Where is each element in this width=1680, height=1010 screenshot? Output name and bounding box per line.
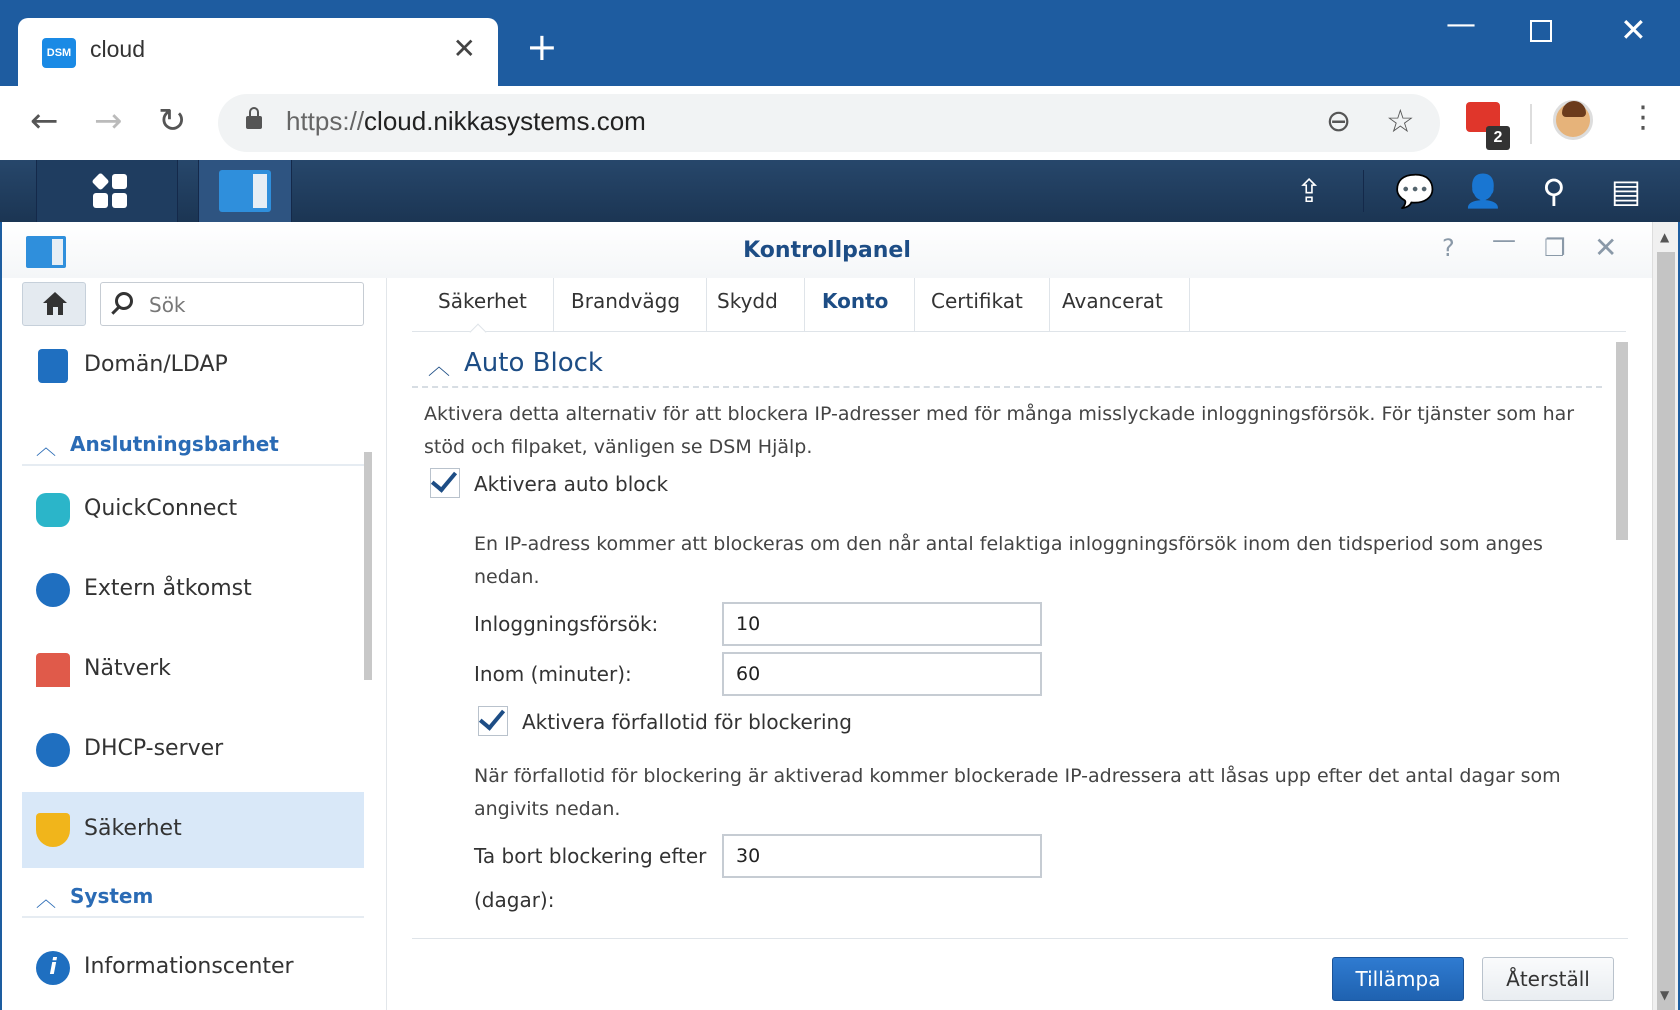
quickconnect-cloud-icon (36, 493, 70, 527)
tab-close-icon[interactable]: ✕ (452, 32, 476, 65)
tab-account[interactable]: Konto (796, 278, 915, 332)
search-icon (115, 292, 133, 310)
sidebar-item-info-center[interactable] (22, 930, 364, 1006)
back-arrow-icon[interactable]: ← (30, 101, 59, 141)
tab-title: cloud (90, 36, 145, 62)
kebab-menu-icon[interactable]: ⋮ (1628, 100, 1658, 135)
sidebar-item-label: Informationscenter (84, 954, 294, 979)
forward-arrow-icon[interactable]: → (94, 101, 123, 141)
remove-after-label: Ta bort blockering efter (474, 844, 707, 868)
enable-autoblock-label: Aktivera auto block (474, 472, 669, 496)
enable-expiry-checkbox[interactable] (478, 706, 508, 736)
restore-icon[interactable]: ❐ (1544, 234, 1566, 262)
home-icon (43, 292, 67, 316)
sidebar-item-security[interactable] (22, 792, 364, 868)
browser-tab[interactable] (18, 18, 498, 86)
section-system-label: System (70, 884, 154, 908)
enable-autoblock-checkbox[interactable] (430, 468, 460, 498)
sidebar-search[interactable] (100, 282, 364, 326)
lock-icon (246, 112, 262, 130)
sidebar-item-quickconnect[interactable] (22, 472, 364, 548)
window-header (2, 222, 1652, 278)
sidebar-item-label: QuickConnect (84, 496, 238, 521)
chevron-up-icon: ︿ (36, 887, 56, 911)
checkmark-icon (479, 703, 505, 730)
taskbar-divider (1363, 170, 1364, 212)
url-host: cloud.nikkasystems.com (364, 106, 646, 136)
shield-icon (36, 813, 70, 847)
auto-block-header[interactable] (412, 340, 1602, 388)
url-scheme: https:// (286, 106, 365, 136)
chevron-up-icon: ︿ (428, 355, 451, 380)
sidebar-item-domain-ldap[interactable] (22, 328, 364, 404)
help-icon[interactable]: ? (1442, 234, 1455, 262)
sidebar-item-external-access[interactable] (22, 552, 364, 628)
widgets-icon[interactable]: ▤ (1610, 172, 1642, 210)
close-icon[interactable]: ✕ (1594, 231, 1618, 264)
tab-advanced[interactable]: Avancerat (1036, 278, 1190, 332)
toolbar-divider (1530, 104, 1532, 144)
reset-button[interactable]: Återställ (1482, 957, 1614, 1001)
minimize-icon[interactable]: — (1492, 226, 1516, 254)
window-title: Kontrollpanel (743, 238, 911, 263)
within-minutes-label: Inom (minuter): (474, 662, 632, 686)
new-tab-button[interactable]: + (526, 25, 558, 69)
url-text[interactable] (286, 106, 646, 137)
expiry-description: När förfallotid för blockering är aktiverad kommer blockerade IP-adressera att låsas upp efter det antal dagar som angivits nedan. (474, 765, 1561, 820)
zoom-icon[interactable]: ⊖ (1326, 104, 1352, 139)
home-button[interactable] (22, 282, 86, 326)
auto-block-panel (412, 340, 1616, 940)
tab-protection[interactable]: Skydd (691, 278, 805, 332)
browser-toolbar (0, 86, 1680, 160)
browser-titlebar (0, 0, 1680, 86)
domain-ldap-icon (38, 349, 68, 383)
page-scrollbar[interactable] (1652, 222, 1678, 1010)
sidebar-item-label: Säkerhet (84, 816, 182, 841)
block-description: En IP-adress kommer att blockeras om den når antal felaktiga inloggningsförsök inom den tidsperiod som anges nedan. (474, 533, 1543, 588)
sidebar-item-label: Extern åtkomst (84, 576, 252, 601)
remove-after-unit-label: (dagar): (474, 888, 555, 912)
sidebar-item-dhcp[interactable] (22, 712, 364, 788)
upload-icon[interactable]: ⇪ (1295, 172, 1323, 210)
reload-icon[interactable]: ↻ (158, 101, 187, 141)
control-panel-task-button[interactable] (198, 160, 292, 222)
tab-firewall[interactable]: Brandvägg (545, 278, 707, 332)
within-minutes-input[interactable] (722, 652, 1042, 696)
enable-expiry-label: Aktivera förfallotid för blockering (522, 710, 852, 734)
address-bar[interactable] (218, 94, 1440, 152)
tab-security[interactable]: Säkerhet (412, 278, 554, 332)
info-icon: i (36, 951, 70, 985)
network-house-icon (36, 653, 70, 687)
dhcp-icon (36, 733, 70, 767)
auto-block-description: Aktivera detta alternativ för att blockera IP-adresser med för många misslyckade inloggningsförsök. För tjänster som har stöd och filpaket, vänligen se DSM Hjälp. (424, 403, 1575, 458)
tab-certificate[interactable]: Certifikat (905, 278, 1050, 332)
sidebar-item-label: Nätverk (84, 656, 171, 681)
sidebar-item-label: DHCP-server (84, 736, 224, 761)
chevron-up-icon: ︿ (36, 435, 56, 459)
sidebar-item-network[interactable] (22, 632, 364, 708)
user-icon[interactable]: 👤 (1463, 172, 1503, 210)
attempts-label: Inloggningsförsök: (474, 612, 659, 636)
footer-bar (412, 938, 1628, 1010)
window-maximize-button[interactable] (1530, 20, 1552, 42)
apply-button[interactable]: Tillämpa (1332, 957, 1464, 1001)
search-icon[interactable]: ⚲ (1542, 172, 1566, 210)
window-close-button[interactable]: ✕ (1620, 11, 1647, 49)
bookmark-star-icon[interactable]: ☆ (1386, 102, 1415, 140)
control-panel-icon (219, 170, 271, 212)
sidebar (2, 278, 387, 1010)
attempts-input[interactable] (722, 602, 1042, 646)
auto-block-title: Auto Block (464, 348, 603, 378)
globe-icon (36, 573, 70, 607)
dsm-taskbar (0, 160, 1680, 222)
sidebar-search-input[interactable] (149, 292, 349, 318)
tab-bar (412, 278, 1626, 332)
section-connectivity[interactable] (22, 426, 364, 466)
control-panel-window (2, 222, 1652, 1010)
section-system[interactable] (22, 878, 364, 918)
profile-avatar[interactable] (1553, 100, 1593, 140)
main-menu-grid-icon (93, 174, 127, 208)
extension-badge: 2 (1486, 126, 1510, 150)
scroll-down-arrow-icon[interactable]: ▼ (1660, 988, 1670, 1002)
section-connectivity-label: Anslutningsbarhet (70, 432, 279, 456)
checkmark-icon (431, 465, 457, 492)
dsm-favicon-icon: DSM (42, 38, 76, 68)
page-scrollbar-thumb[interactable] (1657, 252, 1675, 1010)
sidebar-scrollbar[interactable] (364, 452, 372, 680)
scroll-up-arrow-icon[interactable]: ▲ (1660, 230, 1670, 244)
window-minimize-button[interactable]: — (1446, 7, 1476, 42)
main-menu-button[interactable] (36, 160, 178, 222)
sidebar-item-label: Domän/LDAP (84, 352, 228, 377)
content-scrollbar[interactable] (1616, 342, 1628, 540)
remove-after-input[interactable] (722, 834, 1042, 878)
notifications-chat-icon[interactable]: 💬 (1395, 172, 1435, 210)
